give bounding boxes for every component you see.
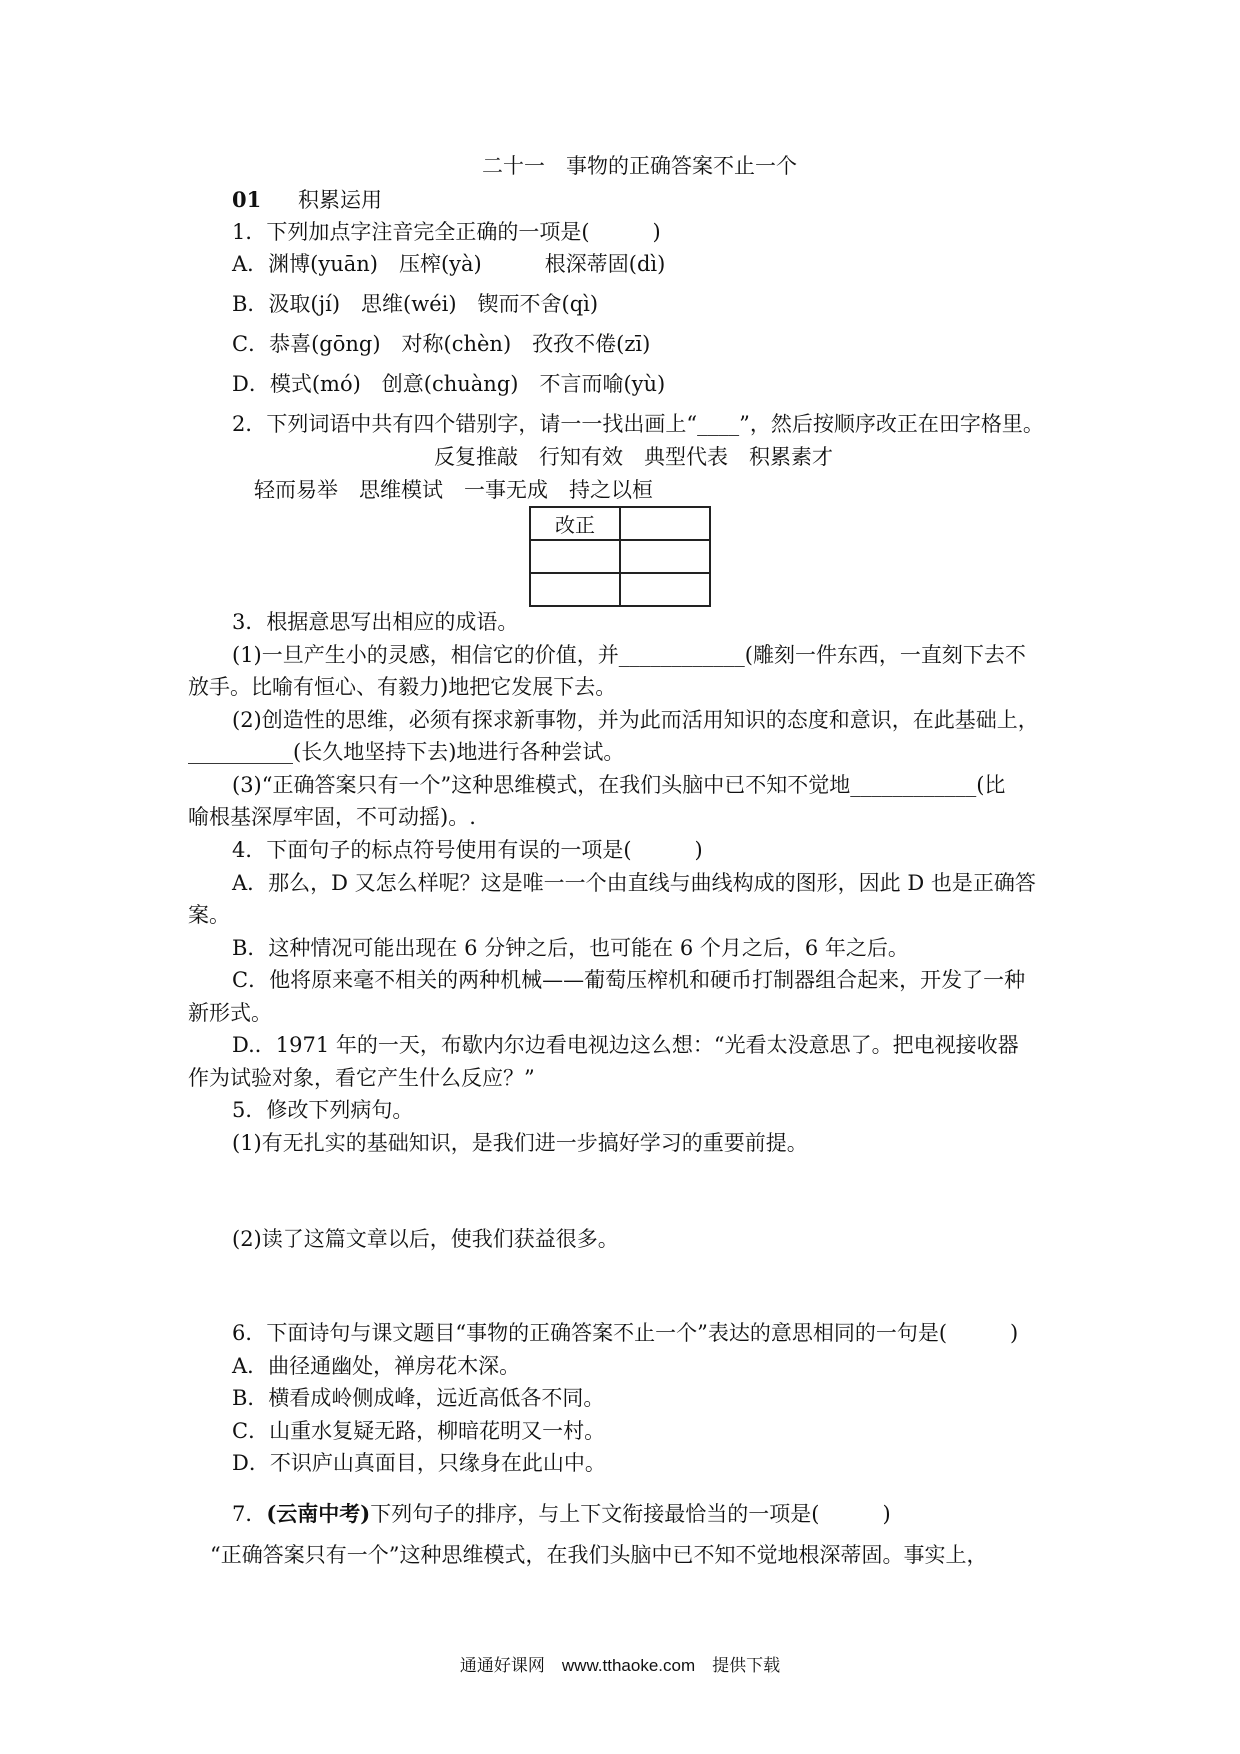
page-footer: 通通好课网 www.tthaoke.com 提供下载 <box>459 1656 781 1675</box>
q4-line: D.．1971 年的一天，布歇内尔边看电视边这么想：“光看太没意思了。把电视接收器 <box>232 1033 1019 1057</box>
q7-stem: 下列句子的排序，与上下文衔接最恰当的一项是( ) <box>370 1502 891 1526</box>
q3-line: __________(长久地坚持下去)地进行各种尝试。 <box>188 740 625 764</box>
q3-stem: 3．根据意思写出相应的成语。 <box>232 610 519 634</box>
q4-line: 案。 <box>188 903 230 927</box>
q6-option-b: B．横看成岭侧成峰，远近高低各不同。 <box>232 1386 605 1410</box>
q1-option-c: C．恭喜(gōng) 对称(chèn) 孜孜不倦(zī) <box>232 332 651 356</box>
q2-words-line1: 反复推敲 行知有效 典型代表 积累素才 <box>434 445 833 469</box>
q3-line: (2)创造性的思维，必须有探求新事物，并为此而活用知识的态度和意识，在此基础上， <box>232 708 1039 732</box>
correction-cell[interactable] <box>620 540 710 573</box>
q5-item: (2)读了这篇文章以后，使我们获益很多。 <box>232 1227 619 1251</box>
q1-option-d: D．模式(mó) 创意(chuàng) 不言而喻(yù) <box>232 372 666 396</box>
q1-stem: 1．下列加点字注音完全正确的一项是( ) <box>232 220 661 244</box>
q3-line: 放手。比喻有恒心、有毅力)地把它发展下去。 <box>188 675 617 699</box>
q3-line: (3)“正确答案只有一个”这种思维模式，在我们头脑中已不知不觉地____________(比 <box>232 773 1006 797</box>
q3-line: (1)一旦产生小的灵感，相信它的价值，并____________(雕刻一件东西，一直刻下去不 <box>232 643 1026 667</box>
section-number: 01 <box>232 187 262 212</box>
page-title: 二十一 事物的正确答案不止一个 <box>482 154 797 178</box>
q5-stem: 5．修改下列病句。 <box>232 1098 414 1122</box>
q6-option-a: A．曲径通幽处，禅房花木深。 <box>232 1354 521 1378</box>
q7-stem-line <box>232 1500 891 1528</box>
correction-grid-header: 改正 <box>530 507 620 540</box>
q2-words-line2: 轻而易举 思维模试 一事无成 持之以桓 <box>254 478 653 502</box>
q7-text: “正确答案只有一个”这种思维模式，在我们头脑中已不知不觉地根深蒂固。事实上， <box>210 1543 988 1567</box>
q2-stem: 2．下列词语中共有四个错别字，请一一找出画上“____”，然后按顺序改正在田字格里。 <box>232 412 1044 436</box>
q6-option-c: C．山重水复疑无路，柳暗花明又一村。 <box>232 1419 606 1443</box>
q7-source: (云南中考) <box>266 1501 371 1526</box>
q4-line: B．这种情况可能出现在 6 分钟之后，也可能在 6 个月之后，6 年之后。 <box>232 936 909 960</box>
q4-line: 作为试验对象，看它产生什么反应？” <box>188 1066 535 1090</box>
q1-option-b: B．汲取(jí) 思维(wéi) 锲而不舍(qì) <box>232 292 599 316</box>
q4-line: A．那么，D 又怎么样呢？这是唯一一个由直线与曲线构成的图形，因此 D 也是正确答 <box>232 871 1036 895</box>
q1-option-a: A．渊博(yuān) 压榨(yà) 根深蒂固(dì) <box>232 252 666 276</box>
q3-line: 喻根基深厚牢固，不可动摇)。. <box>188 805 476 829</box>
q7-number: 7． <box>232 1502 267 1526</box>
correction-cell[interactable] <box>620 507 710 540</box>
q4-line: 新形式。 <box>188 1001 272 1025</box>
correction-cell[interactable] <box>530 573 620 606</box>
q6-stem: 6．下面诗句与课文题目“事物的正确答案不止一个”表达的意思相同的一句是( ) <box>232 1321 1019 1345</box>
correction-grid <box>529 506 711 607</box>
q4-stem: 4．下面句子的标点符号使用有误的一项是( ) <box>232 838 703 862</box>
correction-cell[interactable] <box>530 540 620 573</box>
q6-option-d: D．不识庐山真面目，只缘身在此山中。 <box>232 1451 606 1475</box>
q4-line: C．他将原来毫不相关的两种机械——葡萄压榨机和硬币打制器组合起来，开发了一种 <box>232 968 1026 992</box>
q5-item: (1)有无扎实的基础知识，是我们进一步搞好学习的重要前提。 <box>232 1131 808 1155</box>
section-name: 积累运用 <box>298 188 382 212</box>
correction-cell[interactable] <box>620 573 710 606</box>
